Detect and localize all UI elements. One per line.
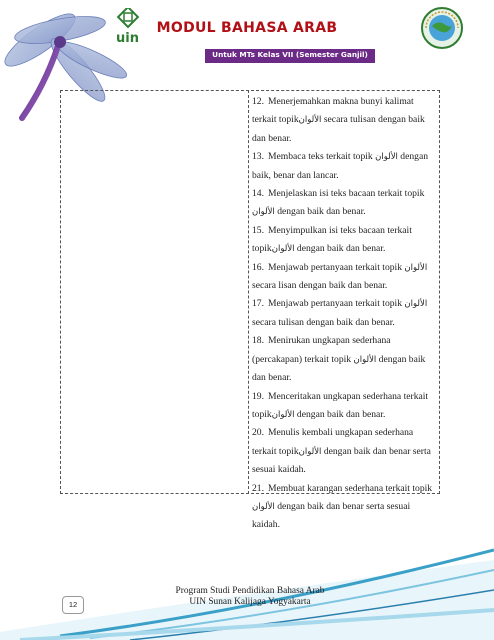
list-item: 19. Menceritakan ungkapan sederhana terkait topikالألوان dengan baik dan benar.: [252, 390, 429, 420]
page-number: 12: [62, 596, 84, 614]
list-item: 15. Menyimpulkan isi teks bacaan terkait topikالألوان dengan baik dan benar.: [252, 224, 412, 255]
list-item: 17. Menjawab pertanyaan terkait topik الألوان secara tulisan dengan baik dan benar.: [252, 298, 428, 328]
list-item: 13. Membaca teks terkait topik الألوان dengan baik, benar dan lancar.: [252, 151, 429, 181]
indicator-list: [252, 93, 436, 535]
module-title: MODUL BAHASA ARAB: [156, 20, 338, 36]
table-column-divider: [248, 90, 249, 494]
footer-institution: [150, 586, 350, 608]
footer-line-2: UIN Sunan Kalijaga Yogyakarta: [189, 597, 311, 607]
list-item: 18. Menirukan ungkapan sederhana (percakapan) terkait topik الألوان dengan baik dan benar.: [252, 335, 426, 384]
list-item: 21. Membuat karangan sederhana terkait topik الألوان dengan baik dan benar serta sesuai kaidah.: [252, 482, 433, 531]
list-item: 16. Menjawab pertanyaan terkait topik الألوان secara lisan dengan baik dan benar.: [252, 261, 428, 292]
list-item: 12. Menerjemahkan makna bunyi kalimat terkait topikالألوان secara tulisan dengan baik dan benar.: [252, 96, 425, 144]
uin-logo-text: uin: [116, 31, 139, 46]
footer-line-1: Program Studi Pendidikan Bahasa Arab: [175, 586, 325, 596]
list-item: 14. Menjelaskan isi teks bacaan terkait topik الألوان dengan baik dan benar.: [252, 188, 425, 218]
module-subtitle: Untuk MTs Kelas VII (Semester Ganjil): [212, 50, 368, 59]
list-item: 20. Menulis kembali ungkapan sederhana terkait topikالألوان dengan baik dan benar serta sesuai kaidah.: [252, 427, 431, 476]
